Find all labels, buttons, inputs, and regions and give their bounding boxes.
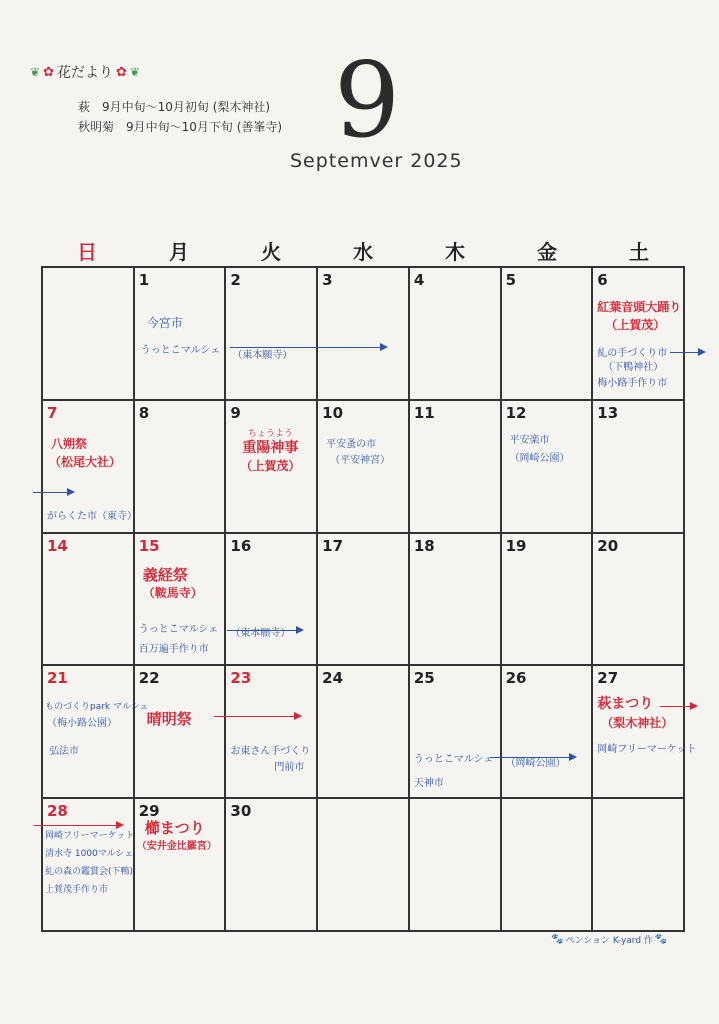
arrow-right-icon	[490, 757, 575, 758]
day-cell-24[interactable]	[318, 666, 410, 799]
event-kiyomizu-marche: 清水寺 1000マルシェ	[45, 849, 134, 860]
day-number: 16	[230, 536, 252, 555]
leaf-icon: ❦	[30, 65, 41, 79]
day-cell-29[interactable]	[135, 799, 227, 932]
day-cell-27[interactable]	[593, 666, 697, 799]
flower-icon: ✿	[43, 64, 54, 80]
day-cell-empty	[502, 799, 594, 932]
event-seimei: 晴明祭	[146, 710, 192, 729]
event-yoshitsune: 義経祭	[142, 565, 188, 584]
day-cell-12[interactable]	[502, 401, 594, 534]
event-monzen-ichi: 門前市	[274, 762, 305, 774]
event-choyo-title: 重陽神事	[242, 440, 299, 457]
credit	[551, 933, 667, 946]
event-uttoko-marche-3: うっとこマルシェ	[413, 754, 494, 766]
flower-news-title	[30, 62, 140, 82]
day-number: 4	[413, 271, 425, 289]
arrow-right-icon	[230, 347, 386, 348]
weekday-thu: 木	[445, 240, 465, 264]
event-okazaki-park: （岡崎公園）	[509, 452, 570, 464]
weekday-tue: 火	[261, 240, 281, 264]
day-cell-18[interactable]	[410, 534, 502, 667]
event-hagi-matsuri: 萩まつり	[597, 696, 654, 713]
flower-line-shumeigiku: 秋明菊 9月中旬～10月下旬 (善峯寺)	[78, 120, 283, 134]
day-cell-19[interactable]	[502, 534, 594, 667]
arrow-right-icon	[227, 630, 302, 631]
event-okazaki-flea-2: 岡崎フリーマーケット	[45, 831, 135, 842]
event-higashi-honganji-2: （東本願寺）	[230, 627, 291, 639]
event-hyakumanben: 百万遍手作り市	[138, 643, 209, 655]
day-number: 29	[138, 802, 160, 821]
month-title: Septemver 2025	[290, 150, 463, 172]
event-okazaki-flea: 岡崎フリーマーケット	[597, 744, 697, 756]
event-umekoji-park: （梅小路公園）	[47, 718, 117, 730]
day-number: 2	[230, 271, 241, 289]
day-cell-9[interactable]	[226, 401, 318, 534]
day-cell-11[interactable]	[410, 401, 502, 534]
paw-icon: 🐾	[551, 934, 564, 945]
day-cell-empty	[318, 799, 410, 932]
day-number: 19	[505, 536, 527, 555]
event-matsunotaisha: （松尾大社）	[49, 454, 122, 469]
event-monozukuri-park: ものづくりpark マルシェ	[45, 702, 149, 713]
event-kamigamo: （上賀茂）	[605, 318, 666, 332]
arrow-right-icon	[33, 492, 73, 493]
day-cell-28[interactable]	[43, 799, 135, 932]
event-choyo-ruby: ちょうよう	[247, 428, 293, 439]
event-umekoji-tezukuri: 梅小路手作り市	[597, 378, 668, 389]
day-number: 18	[413, 536, 435, 555]
event-heian-nominoichi: 平安蚤の市	[326, 438, 377, 450]
weekday-mon: 月	[169, 240, 189, 264]
day-number: 23	[230, 669, 252, 688]
day-number: 28	[47, 802, 68, 821]
day-number: 5	[505, 271, 516, 289]
day-cell-13[interactable]	[593, 401, 685, 534]
event-choyo-place: （上賀茂）	[240, 458, 301, 473]
day-cell-15[interactable]	[135, 534, 227, 667]
day-cell-2[interactable]	[226, 268, 318, 401]
event-uttoko-marche-2: うっとこマルシェ	[138, 623, 219, 635]
day-cell-empty	[43, 268, 135, 401]
day-cell-26[interactable]	[502, 666, 594, 799]
weekday-fri: 金	[537, 240, 557, 264]
day-number: 13	[597, 403, 619, 422]
day-number: 1	[138, 271, 150, 289]
day-cell-16[interactable]	[226, 534, 318, 667]
credit-text: ペンション K-yard 作	[565, 936, 653, 946]
event-choyo	[240, 429, 300, 475]
event-tadasu-tezukuri: 糺の手づくり市	[597, 348, 668, 359]
event-heian-jingu: （平安神宮）	[330, 454, 391, 466]
event-kuramadera: （鞍馬寺）	[142, 585, 203, 600]
event-kobo-ichi: 弘法市	[49, 746, 79, 758]
event-kushi-matsuri: 櫛まつり	[144, 819, 205, 838]
day-cell-23[interactable]	[226, 666, 318, 799]
flower-line-hagi: 萩 9月中旬～10月初旬 (梨木神社)	[78, 100, 271, 114]
day-number: 7	[47, 403, 58, 422]
event-tadasu-kanshokai: 糺の森の鑑賞会(下鴨)	[45, 867, 134, 878]
day-number: 20	[597, 536, 619, 555]
paw-icon: 🐾	[654, 934, 668, 945]
event-nashinoki: （梨木神社）	[601, 716, 674, 731]
day-number: 11	[413, 403, 435, 422]
day-number: 26	[505, 669, 527, 688]
day-number: 8	[138, 403, 150, 422]
day-cell-25[interactable]	[410, 666, 502, 799]
flower-icon: ✿	[115, 64, 127, 80]
day-cell-3[interactable]	[318, 268, 410, 401]
day-cell-empty	[593, 799, 685, 932]
event-uttoko-marche: うっとこマルシェ	[140, 345, 221, 356]
day-number: 25	[413, 669, 435, 688]
weekday-sun: 日	[77, 240, 97, 264]
day-cell-6[interactable]	[593, 268, 685, 401]
day-number: 27	[597, 669, 619, 688]
event-tenjin-ichi: 天神市	[413, 778, 444, 790]
day-number: 3	[322, 271, 333, 289]
event-kamigamo-tezukuri: 上賀茂手作り市	[45, 885, 109, 896]
calendar-grid	[41, 266, 697, 932]
event-higashi-honganji: （東本願寺）	[232, 350, 293, 361]
day-cell-4[interactable]	[410, 268, 502, 401]
event-yasui-konpiragu: （安井金比羅宮）	[136, 841, 217, 853]
event-shimogamo: （下鴨神社）	[603, 362, 664, 373]
day-cell-5[interactable]	[502, 268, 594, 401]
day-cell-7[interactable]	[43, 401, 135, 534]
day-cell-1[interactable]	[135, 268, 227, 401]
day-cell-22[interactable]	[135, 666, 227, 799]
flower-news-label: 花だより	[56, 65, 113, 81]
event-garakuta: がらくた市（東寺）	[47, 510, 137, 522]
weekday-sat: 土	[629, 240, 649, 264]
arrow-right-icon	[34, 825, 122, 826]
day-number: 21	[47, 669, 68, 688]
day-cell-empty	[410, 799, 502, 932]
event-ohigashi-tezukuri: お東さん手づくり	[230, 746, 311, 758]
arrow-right-icon	[214, 716, 300, 717]
day-number: 30	[230, 802, 252, 821]
event-heian-rakuichi: 平安楽市	[509, 434, 550, 446]
day-number: 17	[322, 536, 344, 555]
day-cell-10[interactable]	[318, 401, 410, 534]
leaf-icon: ❦	[129, 65, 140, 79]
event-okazaki-park-2: （岡崎公園）	[505, 758, 566, 770]
day-number: 24	[322, 669, 344, 688]
day-number: 12	[505, 403, 527, 422]
day-number: 6	[597, 271, 608, 289]
event-imamiyaichi: 今宮市	[146, 316, 183, 330]
day-cell-14[interactable]	[43, 534, 135, 667]
day-number: 14	[47, 536, 68, 555]
weekday-header-row	[41, 236, 685, 265]
day-number: 15	[138, 536, 160, 555]
month-number: 9	[334, 39, 401, 161]
day-number: 10	[322, 403, 344, 422]
day-number: 9	[230, 403, 241, 422]
weekday-wed: 水	[353, 240, 373, 264]
arrow-right-icon	[670, 352, 704, 353]
day-cell-8[interactable]	[135, 401, 227, 534]
day-cell-30[interactable]	[226, 799, 318, 932]
event-hassaku: 八朔祭	[51, 436, 88, 451]
day-number: 22	[138, 669, 160, 688]
arrow-right-icon	[660, 706, 696, 707]
day-cell-20[interactable]	[593, 534, 685, 667]
event-momiji-ondo: 紅葉音頭大踊り	[597, 300, 682, 314]
day-cell-17[interactable]	[318, 534, 410, 667]
